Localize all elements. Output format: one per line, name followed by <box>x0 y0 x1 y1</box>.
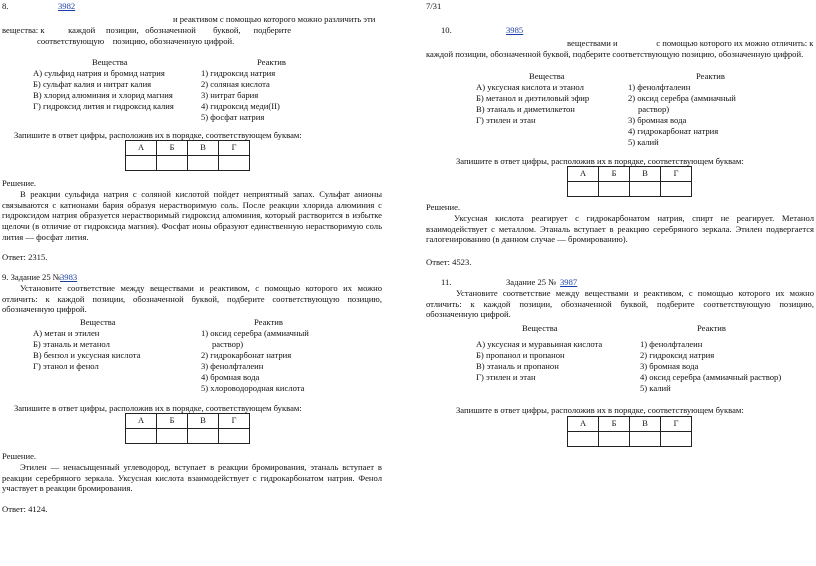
answer-table <box>125 413 250 444</box>
answer-cell[interactable] <box>599 182 630 197</box>
answer-instruction: Запишите в ответ цифры, расположив их в порядке, соответствующем буквам: <box>456 405 744 415</box>
answer-cell[interactable] <box>126 429 157 444</box>
letter-cell: Б <box>157 414 188 429</box>
answer-text: Ответ: 4523. <box>426 257 472 267</box>
answer-cell[interactable] <box>568 432 599 447</box>
solution-text: В реакции сульфида натрия с соляной кислотой пойдет неприятный запах. Сульфат анионы связываются с катионами бария образуя нерастворимую соль. После реакции хлорида алюминия с гидроксидом натрия образуется нерастворимый гидроксид алюминия, который растворится в избытке щелочи (в отличие от гидроксида магния). Фосфат ионы образуют единственную нерастворимую соль лития — фосфат лития. <box>2 189 382 242</box>
letter-cell: А <box>126 414 157 429</box>
letter-cell: В <box>188 414 219 429</box>
reagent-item: 2) гидроксид натрия <box>640 350 715 360</box>
substances-header: Вещества <box>80 317 116 327</box>
answer-cell[interactable] <box>630 182 661 197</box>
reagent-header: Реактив <box>696 71 725 81</box>
answer-table <box>125 140 250 171</box>
answer-cell[interactable] <box>630 432 661 447</box>
letter-cell: Г <box>219 141 250 156</box>
reagent-item: 1) гидроксид натрия <box>201 68 276 78</box>
letter-cell: Г <box>661 417 692 432</box>
solution-label: Решение. <box>2 451 37 461</box>
substance-item: Г) этанол и фенол <box>33 361 99 371</box>
answer-cell[interactable] <box>219 429 250 444</box>
substance-item: Б) сульфат калия и нитрат калия <box>33 79 152 89</box>
letter-cell: В <box>188 141 219 156</box>
letter-cell: Б <box>599 167 630 182</box>
letter-cell: А <box>126 141 157 156</box>
letter-cell: Г <box>661 167 692 182</box>
letter-cell: В <box>630 417 661 432</box>
task-link[interactable]: 3983 <box>60 272 78 282</box>
reagent-item: 2) гидрокарбонат натрия <box>201 350 292 360</box>
substance-item: В) хлорид алюминия и хлорид магния <box>33 90 173 100</box>
answer-cell[interactable] <box>157 156 188 171</box>
reagent-header: Реактив <box>254 317 283 327</box>
task-link[interactable]: 3982 <box>58 1 76 11</box>
reagent-item: 3) бромная вода <box>640 361 699 371</box>
answer-cell[interactable] <box>661 432 692 447</box>
reagent-item: 5) хлороводородная кислота <box>201 383 305 393</box>
reagent-item: 2) соляная кислота <box>201 79 270 89</box>
answer-cell[interactable] <box>126 156 157 171</box>
substance-item: Б) метанол и диэтиловый эфир <box>476 93 590 103</box>
substances-header: Вещества <box>92 57 128 67</box>
answer-cell[interactable] <box>219 156 250 171</box>
substances-header: Вещества <box>522 323 558 333</box>
substance-item: Г) этилен и этан <box>476 115 536 125</box>
answer-text: Ответ: 4124. <box>2 504 48 514</box>
substances-header: Вещества <box>529 71 565 81</box>
answer-instruction: Запишите в ответ цифры, расположив их в порядке, соответствующем буквам: <box>14 130 302 140</box>
letter-cell: В <box>630 167 661 182</box>
substance-item: А) сульфид натрия и бромид натрия <box>33 68 165 78</box>
reagent-item: раствор) <box>638 104 670 114</box>
answer-cell[interactable] <box>188 156 219 171</box>
reagent-item: 4) гидроксид меди(II) <box>201 101 280 111</box>
substance-item: Б) пропанол и пропанон <box>476 350 565 360</box>
question-number: 8. <box>2 1 9 11</box>
reagent-item: 4) гидрокарбонат натрия <box>628 126 719 136</box>
substance-item: В) этаналь и пропанон <box>476 361 559 371</box>
substance-item: В) бензол и уксусная кислота <box>33 350 141 360</box>
intro-line: и реактивом с помощью которого можно различить эти <box>173 14 376 24</box>
answer-cell[interactable] <box>599 432 630 447</box>
reagent-item: 3) фенолфталеин <box>201 361 264 371</box>
answer-cell[interactable] <box>157 429 188 444</box>
substance-item: А) уксусная кислота и этанол <box>476 82 584 92</box>
answer-text: Ответ: 2315. <box>2 252 48 262</box>
solution-text: Этилен — ненасыщенный углеводород, вступает в реакции бромирования, этаналь вступает в реакции серебряного зеркала. Уксусная кислота взаимодействует с гидрокарбонатом натрия. Фенол участвует в реакции бромирования. <box>2 462 382 494</box>
question-title: Задание 25 № <box>506 277 557 287</box>
reagent-item: 1) фенолфталеин <box>628 82 691 92</box>
question-title: 9. Задание 25 № <box>2 272 62 282</box>
substance-item: А) метан и этилен <box>33 328 100 338</box>
reagent-item: 1) оксид серебра (аммиачный <box>201 328 309 338</box>
answer-table <box>567 416 692 447</box>
question-number: 10. <box>441 25 452 35</box>
intro-line: веществами и с помощью которого их можно отличить: к <box>567 38 814 48</box>
reagent-header: Реактив <box>697 323 726 333</box>
solution-text: Уксусная кислота реагирует с гидрокарбонатом натрия, спирт не реагирует. Метанол взаимодействует с металлом. Этаналь вступает в реакцию серебряного зеркала. Этилен подвергается галогенированию (в данном случае — бромированию). <box>426 213 814 245</box>
task-link[interactable]: 3987 <box>560 277 578 287</box>
reagent-item: 5) калий <box>628 137 659 147</box>
task-link[interactable]: 3985 <box>506 25 524 35</box>
reagent-item: раствор) <box>212 339 244 349</box>
intro-text: Установите соответствие между веществами и реактивом, с помощью которого их можно отличить: к каждой позиции, обозначенной буквой, подберите соответствующую позицию, обозначенную цифрой. <box>2 283 382 315</box>
intro-text: Установите соответствие между веществами и реактивом, с помощью которого их можно отличить: к каждой позиции, обозначенной буквой, подберите соответствующую позицию, обозначенную цифрой. <box>426 288 814 320</box>
letter-cell: Г <box>219 414 250 429</box>
reagent-item: 5) фосфат натрия <box>201 112 265 122</box>
answer-cell[interactable] <box>188 429 219 444</box>
substance-item: Б) этаналь и метанол <box>33 339 110 349</box>
letter-cell: А <box>568 167 599 182</box>
reagent-item: 5) калий <box>640 383 671 393</box>
intro-line: каждой позиции, обозначенной буквой, подберите соответствующую позицию, обозначенную цифрой. <box>426 49 804 59</box>
substance-item: А) уксусная и муравьиная кислота <box>476 339 603 349</box>
reagent-header: Реактив <box>257 57 286 67</box>
answer-cell[interactable] <box>568 182 599 197</box>
substance-item: Г) гидроксид лития и гидроксид калия <box>33 101 174 111</box>
intro-line: соответствующую позицию, обозначенную цифрой. <box>37 36 235 46</box>
reagent-item: 4) оксид серебра (аммиачный раствор) <box>640 372 782 382</box>
substance-item: Г) этилен и этан <box>476 372 536 382</box>
solution-label: Решение. <box>426 202 461 212</box>
letter-cell: А <box>568 417 599 432</box>
answer-instruction: Запишите в ответ цифры, расположив их в порядке, соответствующем буквам: <box>14 403 302 413</box>
reagent-item: 4) бромная вода <box>201 372 260 382</box>
reagent-item: 2) оксид серебра (аммиачный <box>628 93 736 103</box>
letter-cell: Б <box>599 417 630 432</box>
intro-line: вещества: к каждой позиции, обозначенной буквой, подберите <box>2 25 292 35</box>
question-number: 11. <box>441 277 452 287</box>
page-number: 7/31 <box>426 1 442 11</box>
answer-cell[interactable] <box>661 182 692 197</box>
answer-instruction: Запишите в ответ цифры, расположив их в порядке, соответствующем буквам: <box>456 156 744 166</box>
reagent-item: 3) бромная вода <box>628 115 687 125</box>
substance-item: В) этаналь и диметилкетон <box>476 104 575 114</box>
letter-cell: Б <box>157 141 188 156</box>
reagent-item: 3) нитрат бария <box>201 90 259 100</box>
reagent-item: 1) фенолфталеин <box>640 339 703 349</box>
solution-label: Решение. <box>2 178 37 188</box>
answer-table <box>567 166 692 197</box>
